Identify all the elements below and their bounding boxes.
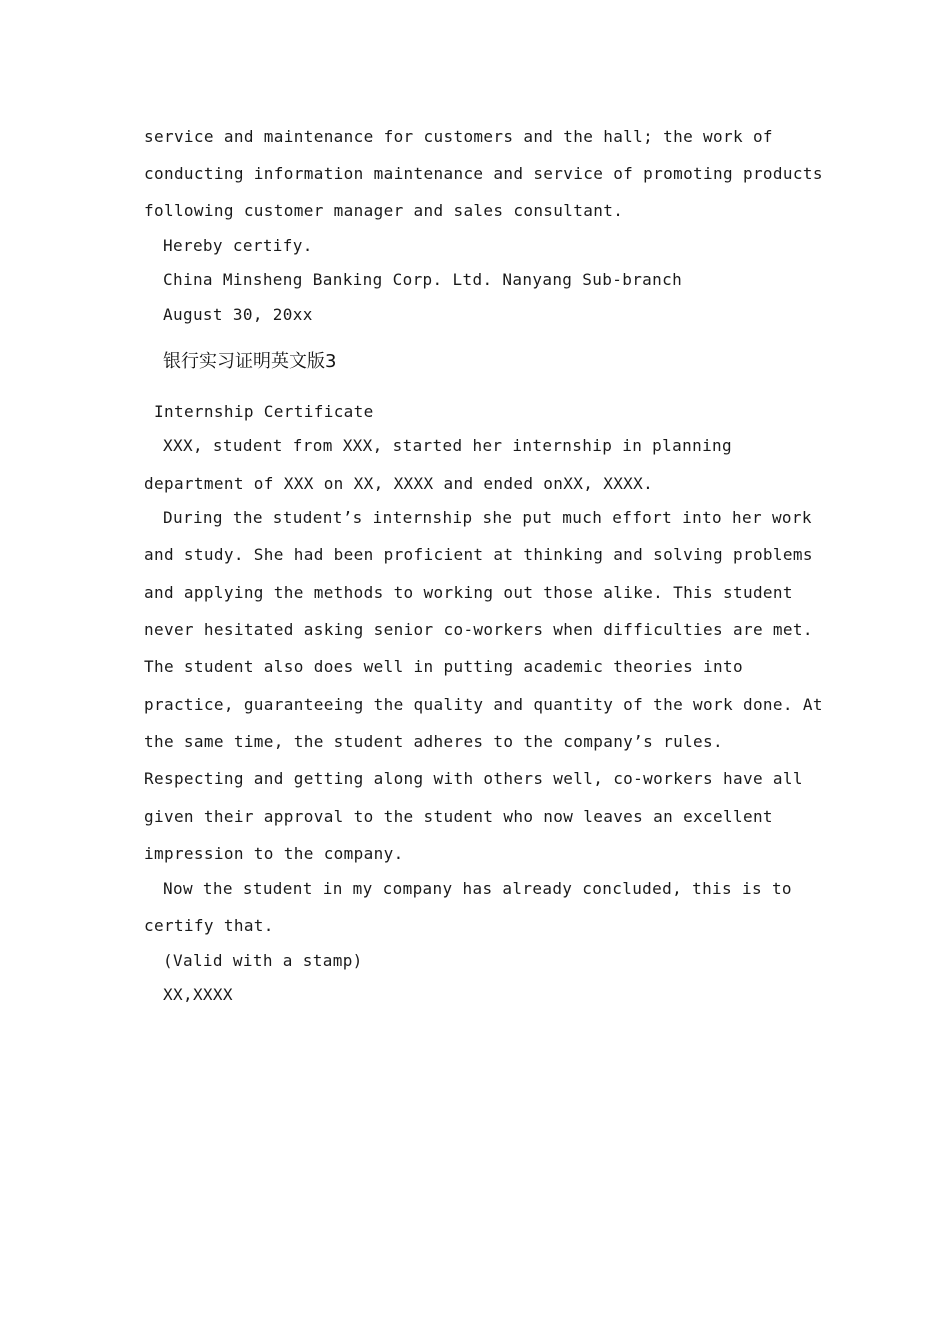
text-line: following customer manager and sales consultant. xyxy=(144,201,624,220)
text-line: service and maintenance for customers and the hall; the work of xyxy=(144,127,773,146)
text-line: the same time, the student adheres to the company’s rules. xyxy=(144,732,724,751)
text-line: conducting information maintenance and service of promoting products xyxy=(144,164,823,183)
hereby-certify: Hereby certify. xyxy=(163,236,313,255)
text-line: Now the student in my company has already concluded, this is to xyxy=(163,879,792,898)
stamp-note: (Valid with a stamp) xyxy=(163,951,363,970)
text-line: given their approval to the student who now leaves an excellent xyxy=(144,807,773,826)
text-line: never hesitated asking senior co-workers when difficulties are met. xyxy=(144,620,813,639)
text-line: practice, guaranteeing the quality and quantity of the work done. At xyxy=(144,695,823,714)
section-heading: 银行实习证明英文版3 xyxy=(163,351,337,372)
text-line: XXX, student from XXX, started her internship in planning xyxy=(163,436,733,455)
text-line: During the student’s internship she put much effort into her work xyxy=(163,508,812,527)
text-line: and applying the methods to working out those alike. This student xyxy=(144,583,793,602)
text-line: certify that. xyxy=(144,916,274,935)
text-line: department of XXX on XX, XXXX and ended onXX, XXXX. xyxy=(144,474,654,493)
text-line: The student also does well in putting academic theories into xyxy=(144,657,743,676)
date-second: XX,XXXX xyxy=(163,985,233,1004)
bank-name: China Minsheng Banking Corp. Ltd. Nanyang Sub-branch xyxy=(163,270,683,289)
certificate-title: Internship Certificate xyxy=(154,402,374,421)
text-line: Respecting and getting along with others well, co-workers have all xyxy=(144,769,803,788)
date-first: August 30, 20xx xyxy=(163,305,313,324)
text-line: and study. She had been proficient at thinking and solving problems xyxy=(144,545,813,564)
text-line: impression to the company. xyxy=(144,844,404,863)
